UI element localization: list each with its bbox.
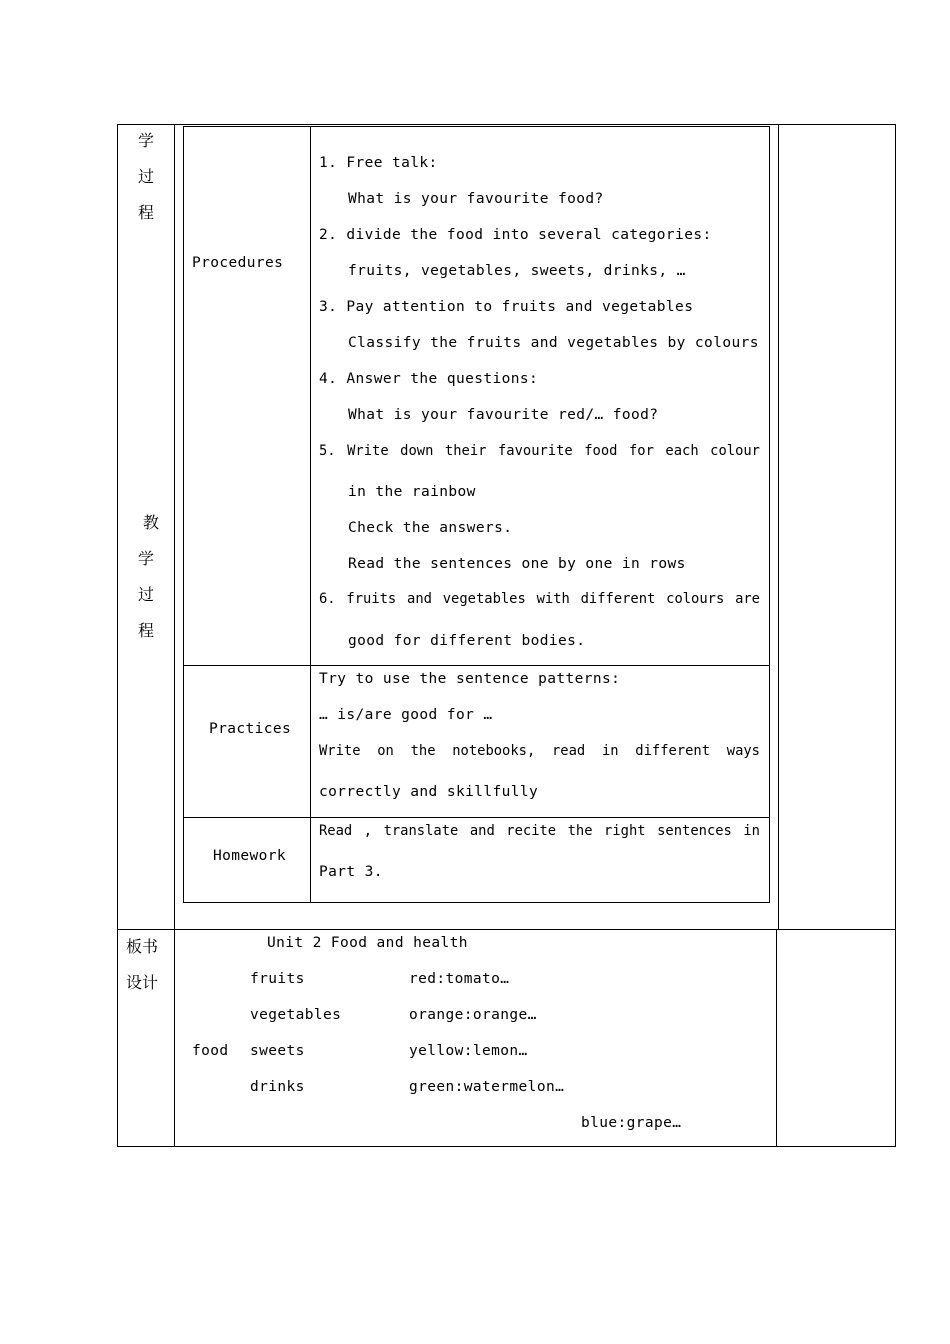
homework-line: Read , translate and recite the right sentences in [319,823,760,839]
inner-row-divider-2 [183,817,770,818]
procedures-label: Procedures [192,255,284,271]
right-column-divider-top [778,124,779,929]
board-category: vegetables [250,1007,342,1023]
procedure-line: 1. Free talk: [319,155,438,171]
board-title: Unit 2 Food and health [267,935,468,951]
procedure-line: What is your favourite red/… food? [348,407,659,423]
procedure-line: 5. Write down their favourite food for each colour [319,443,760,459]
board-category: fruits [250,971,305,987]
procedure-line: good for different bodies. [348,633,586,649]
board-label-2: 设计 [126,973,159,992]
board-colour: blue:grape… [581,1115,682,1131]
inner-row-divider-1 [183,665,770,666]
procedure-line: fruits, vegetables, sweets, drinks, … [348,263,686,279]
left-char-top-2: 过 [138,167,155,186]
board-colour: yellow:lemon… [409,1043,528,1059]
inner-top-border [183,126,770,127]
outer-bottom-border [117,1146,896,1147]
procedure-line: 2. divide the food into several categories: [319,227,712,243]
left-char-top-3: 程 [138,203,155,222]
row-divider-board [117,929,896,930]
practice-line: … is/are good for … [319,707,493,723]
right-column-divider-bottom [776,929,777,1147]
board-colour: orange:orange… [409,1007,537,1023]
outer-top-border [117,124,896,125]
inner-left-border [183,126,184,903]
procedure-line: 6. fruits and vegetables with different colours are [319,591,760,607]
procedure-line: What is your favourite food? [348,191,604,207]
procedure-line: Read the sentences one by one in rows [348,556,686,572]
outer-right-border [895,124,896,1147]
procedure-line: in the rainbow [348,484,476,500]
left-char-top-1: 学 [138,131,155,150]
practice-line: Write on the notebooks, read in different ways [319,743,760,759]
practices-label: Practices [209,721,292,737]
board-label-1: 板书 [126,937,159,956]
left-char-main-1: 教 [143,513,160,532]
homework-line: Part 3. [319,864,383,880]
practice-line: Try to use the sentence patterns: [319,671,621,687]
board-root: food [192,1043,229,1059]
procedure-line: 4. Answer the questions: [319,371,539,387]
inner-bottom-border [183,902,770,903]
board-colour: green:watermelon… [409,1079,565,1095]
board-colour: red:tomato… [409,971,510,987]
left-char-main-2: 学 [138,549,155,568]
left-char-main-4: 程 [138,621,155,640]
outer-left-border [117,124,118,1147]
board-category: drinks [250,1079,305,1095]
left-char-main-3: 过 [138,585,155,604]
procedure-line: Check the answers. [348,520,513,536]
procedure-line: 3. Pay attention to fruits and vegetables [319,299,694,315]
inner-label-divider [310,126,311,903]
board-category: sweets [250,1043,305,1059]
inner-right-border [769,126,770,903]
homework-label: Homework [213,848,287,864]
practice-line: correctly and skillfully [319,784,539,800]
procedure-line: Classify the fruits and vegetables by colours [348,335,759,351]
left-column-divider [174,124,175,1147]
